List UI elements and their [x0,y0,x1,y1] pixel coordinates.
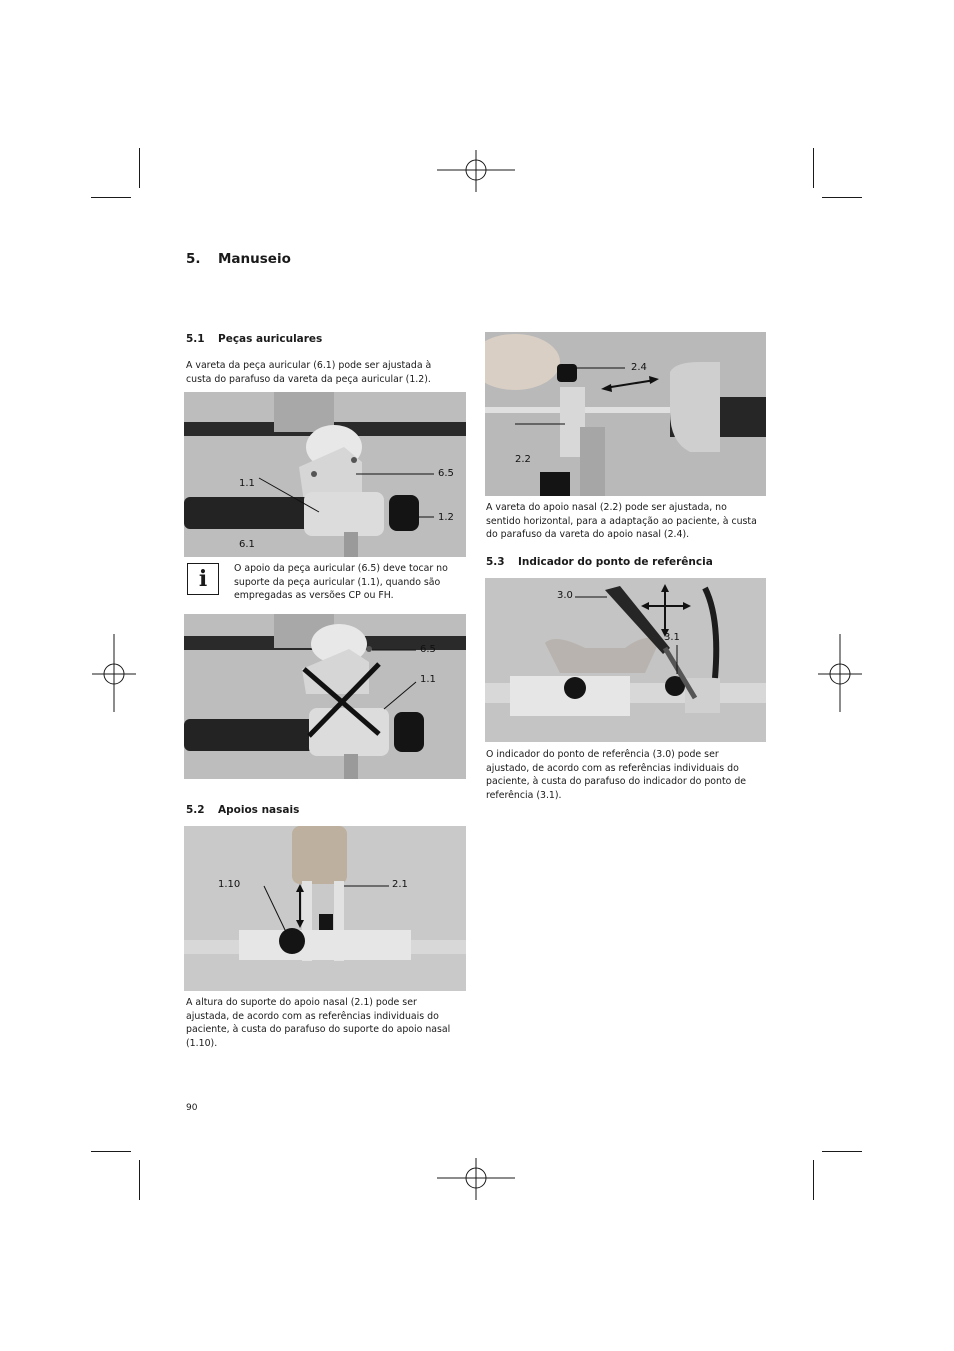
crop-mark [813,148,814,188]
section-title: Indicador do ponto de referência [518,556,713,568]
section-text: O indicador do ponto de referência (3.0) pode ser ajustado, de acordo com as referências individuais do paciente, à custa do parafuso do indicador do ponto de referência (3.1). [486,749,747,801]
ear-piece-incorrect-photo [184,614,466,779]
crop-mark [91,1151,131,1152]
figure-label: 6.1 [239,539,255,550]
registration-mark-top [437,150,517,194]
figure-label: 1.1 [420,674,436,685]
crop-mark [139,1160,140,1200]
section-title: Peças auriculares [218,333,323,345]
section-number: 5.1 [186,333,205,345]
info-icon: i [187,563,219,595]
page-number: 90 [186,1103,198,1113]
section-number: 5.2 [186,804,205,816]
figure-label: 3.0 [557,590,573,601]
nasal-support-photo [184,826,466,991]
figure-label: 2.4 [631,362,647,373]
chapter-number: 5. [186,251,201,267]
figure-label: 2.1 [392,879,408,890]
registration-mark-left [92,634,138,714]
info-text: O apoio da peça auricular (6.5) deve tocar no suporte da peça auricular (1.1), quando são empregadas as versões CP ou FH. [234,563,448,602]
section-text: A vareta da peça auricular (6.1) pode ser ajustada à custa do parafuso da vareta da peça auricular (1.2). [186,360,432,385]
ear-piece-photo [184,392,466,557]
crop-mark [139,148,140,188]
registration-mark-bottom [437,1158,517,1202]
figure-label: 3.1 [664,632,680,643]
figure-label: 1.2 [438,512,454,523]
nasal-rod-photo [485,332,766,496]
registration-mark-right [818,634,864,714]
crop-mark [822,197,862,198]
reference-indicator-photo [485,578,766,742]
section-text: A altura do suporte do apoio nasal (2.1) pode ser ajustada, de acordo com as referências individuais do paciente, à custa do parafuso do suporte do apoio nasal (1.10). [186,997,451,1049]
crop-mark [822,1151,862,1152]
figure-label: 6.5 [420,644,436,655]
figure-label: 1.1 [239,478,255,489]
chapter-title: Manuseio [218,251,291,267]
figure-caption: A vareta do apoio nasal (2.2) pode ser ajustada, no sentido horizontal, para a adaptação ao paciente, à custa do parafuso da vareta do apoio nasal (2.4). [486,502,757,541]
section-title: Apoios nasais [218,804,300,816]
figure-label: 1.10 [218,879,241,890]
section-number: 5.3 [486,556,505,568]
crop-mark [91,197,131,198]
crop-mark [813,1160,814,1200]
figure-label: 6.5 [438,468,454,479]
figure-label: 2.2 [515,454,531,465]
